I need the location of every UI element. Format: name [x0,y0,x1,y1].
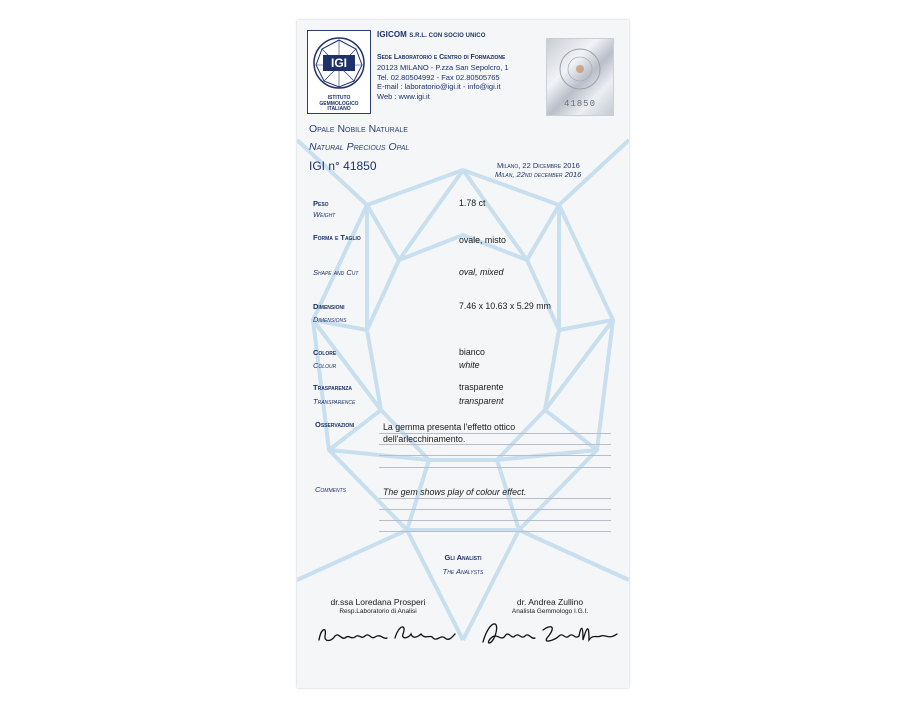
divider [379,444,611,445]
signature-right-icon [477,616,622,650]
observations-label: Osservazioni [315,420,355,429]
divider [379,509,611,510]
analyst-right-role: Analista Gemmologo I.G.I. [511,608,589,615]
analyst-left-name: dr.ssa Loredana Prosperi [330,597,426,607]
signature-left-icon [315,618,460,650]
shape-value: ovale, misto [459,235,506,245]
shape-value-en: oval, mixed [459,267,504,277]
shape-label: Forma e Taglio [313,233,361,242]
hologram-seal [546,38,614,116]
divider [379,433,611,434]
analysts-title-en: The Analysts [442,567,484,576]
transparency-label-en: Transparence [313,397,356,406]
company-line [377,30,485,39]
divider [379,498,611,499]
divider [379,467,611,468]
weight-label: Peso [313,199,329,208]
logo-caption [308,96,370,113]
dimensions-label-en: Dimensions [313,315,347,324]
company-suffix: S.R.L. CON SOCIO UNICO [409,33,486,39]
weight-label-en: Weight [313,210,336,219]
divider [379,531,611,532]
certificate-number: IGI n° 41850 [309,159,377,173]
divider [379,520,611,521]
address-block [377,63,509,101]
gem-title-english: Natural Precious Opal [309,141,410,153]
company-name: IGICOM [377,30,407,39]
email-line: E-mail : laboratorio@igi.it - info@igi.it [377,82,501,91]
colour-value: bianco [459,347,485,357]
observation-line-2: dell'arlecchinamento. [383,434,466,444]
transparency-value: trasparente [459,382,504,392]
shape-label-en: Shape and Cut [313,268,359,277]
dimensions-value: 7.46 x 10.63 x 5.29 mm [459,301,551,311]
lab-name: Sede Laboratorio e Centro di Formazione [377,54,506,61]
transparency-value-en: transparent [459,396,504,406]
logo-caption-line: GEMMOLOGICO [319,100,359,107]
date-english: Milan, 22nd december 2016 [495,170,582,179]
colour-label-en: Colour [313,361,337,370]
hologram-icon [547,39,613,99]
logo-letters: IGI [330,56,347,70]
hologram-number: 41850 [563,99,596,109]
address-line: 20123 MILANO - P.zza San Sepolcro, 1 [377,63,509,72]
logo-caption-line: ISTITUTO [327,95,351,101]
dimensions-label: Dimensioni [313,302,345,311]
igi-logo [307,30,371,114]
comments-label: Comments [315,485,346,494]
comments-text: The gem shows play of colour effect. [383,487,527,497]
logo-caption-line: ITALIANO [327,106,351,113]
analyst-left-role: Resp.Laboratorio di Analisi [339,608,417,615]
gem-title-italian: Opale Nobile Naturale [309,123,408,135]
certificate-card [297,20,629,688]
date-italian: Milano, 22 Dicembre 2016 [497,161,580,170]
transparency-label: Trasparenza [313,383,352,392]
colour-value-en: white [459,360,480,370]
analysts-title: Gli Analisti [444,553,482,562]
observation-line-1: La gemma presenta l'effetto ottico [383,422,516,432]
phone-line: Tel. 02.80504992 - Fax 02.80505765 [377,72,500,82]
analyst-right-name: dr. Andrea Zullino [516,597,584,607]
divider [379,455,611,456]
web-line: Web : www.igi.it [377,91,430,101]
weight-value: 1.78 ct [459,198,486,208]
colour-label: Colore [313,348,337,357]
